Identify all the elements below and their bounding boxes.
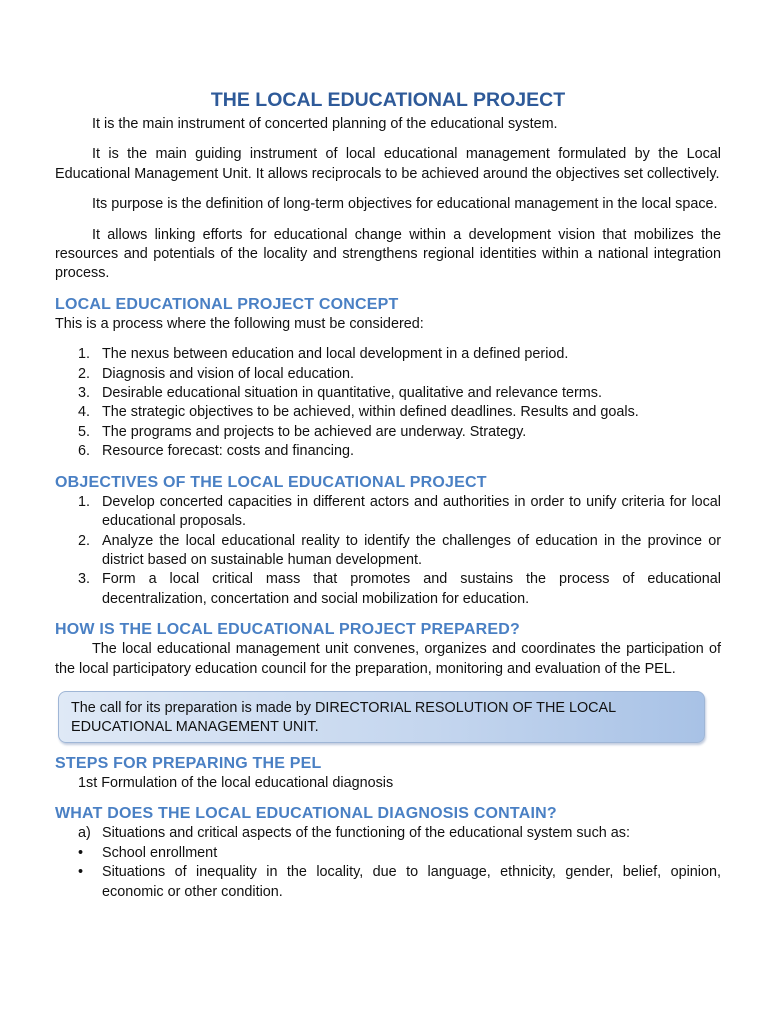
list-item (55, 844, 721, 863)
list-number: 2. (78, 532, 91, 549)
list-text: Desirable educational situation in quantitative, qualitative and relevance terms. (102, 385, 602, 402)
list-number: 2. (78, 365, 91, 382)
list-number: 3. (78, 385, 91, 402)
list-item (55, 532, 721, 571)
list-text: Analyze the local educational reality to identify the challenges of education in the province or district based on sustainable human development. (102, 532, 721, 568)
list-item (55, 824, 721, 843)
steps-heading: STEPS FOR PREPARING THE PEL (55, 754, 322, 772)
list-text: Resource forecast: costs and financing. (102, 443, 354, 460)
list-item (55, 384, 721, 403)
list-number: 6. (78, 443, 91, 460)
step-first: 1st Formulation of the local educational diagnosis (78, 774, 394, 791)
list-text: Form a local critical mass that promotes and sustains the process of educational decentralization, concertation and social mobilization for education. (102, 571, 721, 607)
page-title: THE LOCAL EDUCATIONAL PROJECT (210, 89, 566, 111)
diagnosis-list (55, 824, 721, 902)
list-number: 3. (78, 571, 91, 588)
objectives-heading: OBJECTIVES OF THE LOCAL EDUCATIONAL PROJECT (55, 473, 487, 491)
bullet-icon: • (78, 844, 84, 861)
list-text: The strategic objectives to be achieved, within defined deadlines. Results and goals. (102, 404, 639, 421)
intro-paragraph-3: Its purpose is the definition of long-term objectives for educational management in the local space. (92, 196, 718, 213)
callout-box (58, 691, 705, 743)
list-text: The nexus between education and local development in a defined period. (102, 346, 569, 363)
list-item (55, 442, 721, 461)
list-item (55, 493, 721, 532)
list-item (55, 423, 721, 442)
concept-heading: LOCAL EDUCATIONAL PROJECT CONCEPT (55, 295, 399, 313)
list-item (55, 403, 721, 422)
callout-text: The call for its preparation is made by DIRECTORIAL RESOLUTION OF THE LOCAL EDUCATIONAL MANAGEMENT UNIT. (71, 699, 616, 736)
list-number: 4. (78, 404, 91, 421)
list-item (55, 365, 721, 384)
list-text: Diagnosis and vision of local education. (102, 365, 354, 382)
intro-paragraph-1: It is the main instrument of concerted planning of the educational system. (92, 116, 558, 132)
prepared-paragraph: The local educational management unit convenes, organizes and coordinates the participation of the local participatory education council for the preparation, monitoring and evaluation of the PEL. (55, 641, 721, 677)
list-marker: a) (78, 825, 91, 842)
prepared-heading: HOW IS THE LOCAL EDUCATIONAL PROJECT PREPARED? (55, 621, 520, 639)
concept-lead: This is a process where the following must be considered: (55, 315, 424, 332)
list-item (55, 863, 721, 902)
objectives-list (55, 493, 721, 609)
list-text: Situations of inequality in the locality, due to language, ethnicity, gender, belief, opinion, economic or other condition. (102, 864, 721, 900)
list-text: School enrollment (102, 844, 218, 861)
document-page (55, 88, 721, 902)
list-text: Situations and critical aspects of the functioning of the educational system such as: (102, 825, 630, 842)
list-text: The programs and projects to be achieved are underway. Strategy. (102, 423, 527, 440)
list-text: Develop concerted capacities in different actors and authorities in order to unify criteria for local educational proposals. (102, 493, 721, 530)
list-item (55, 570, 721, 609)
concept-list (55, 345, 721, 461)
list-number: 1. (78, 346, 91, 363)
bullet-icon: • (78, 864, 84, 881)
diagnosis-heading: WHAT DOES THE LOCAL EDUCATIONAL DIAGNOSIS CONTAIN? (55, 805, 557, 823)
list-item (55, 345, 721, 364)
list-number: 5. (78, 423, 91, 440)
intro-paragraph-2: It is the main guiding instrument of local educational management formulated by the Local Educational Management Unit. It allows reciprocals to be achieved around the objectives set collectively. (55, 146, 721, 182)
intro-paragraph-4: It allows linking efforts for educational change within a development vision that mobilizes the resources and potentials of the locality and strengthens regional identities within a national integration process. (55, 226, 721, 282)
list-number: 1. (78, 493, 91, 510)
